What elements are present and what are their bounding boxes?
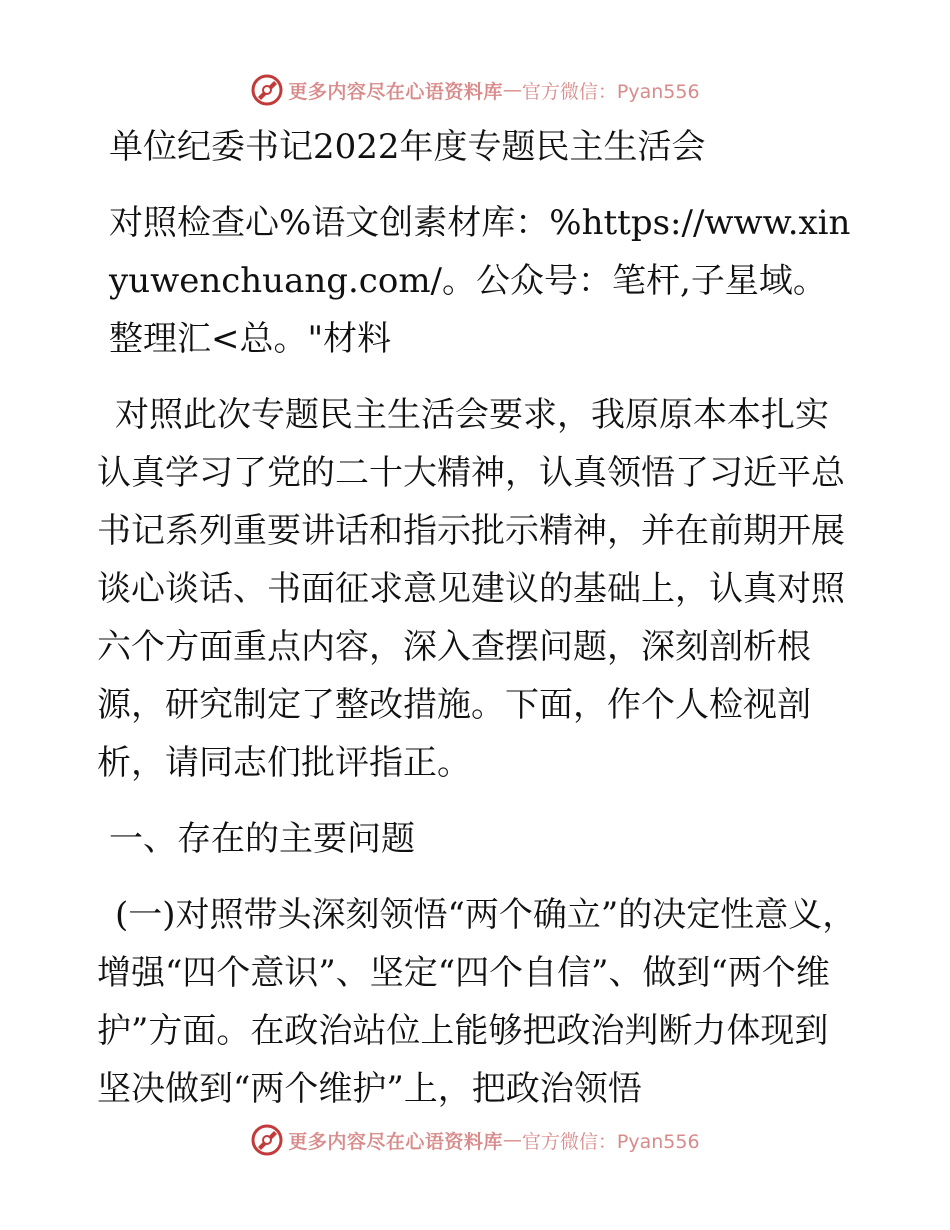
watermark-wechat-text: 官方微信：Pyan556: [521, 80, 700, 103]
watermark-footer: [0, 1120, 950, 1160]
document-body: [97, 118, 857, 1136]
paragraph-section1: [97, 886, 857, 1118]
brand-logo-icon: [250, 73, 284, 107]
brand-logo-icon: [250, 1123, 284, 1157]
document-title: 单位纪委书记2022年度专题民主生活会: [109, 127, 706, 167]
watermark-header: [0, 70, 950, 110]
document-subtitle: 对照检查心%语文创素材库：%https://www.xinyuwenchuang.com/。公众号：笔杆,子星域。整理汇<总。"材料: [109, 203, 851, 359]
watermark-site-text: 更多内容尽在心语资料库: [288, 80, 503, 103]
paragraph-intro: [97, 386, 857, 792]
section-heading: 一、存在的主要问题: [109, 819, 415, 859]
watermark-wechat-text: 官方微信：Pyan556: [521, 1130, 700, 1153]
watermark-separator: —: [502, 1129, 522, 1151]
paragraph-section1-text: (一)对照带头深刻领悟“两个确立”的决定性意义，增强“四个意识”、坚定“四个自信”、做到“两个维护”方面。在政治站位上能够把政治判断力体现到坚决做到“两个维护”上，把政治领悟: [97, 895, 857, 1109]
paragraph-intro-text: 对照此次专题民主生活会要求，我原原本本扎实认真学习了党的二十大精神，认真领悟了习近平总书记系列重要讲话和指示批示精神，并在前期开展谈心谈话、书面征求意见建议的基础上，认真对照六个方面重点内容，深入查摆问题，深刻剖析根源，研究制定了整改措施。下面，作个人检视剖析，请同志们批评指正。: [97, 395, 845, 783]
watermark-separator: —: [502, 79, 522, 101]
watermark-site-text: 更多内容尽在心语资料库: [288, 1130, 503, 1153]
